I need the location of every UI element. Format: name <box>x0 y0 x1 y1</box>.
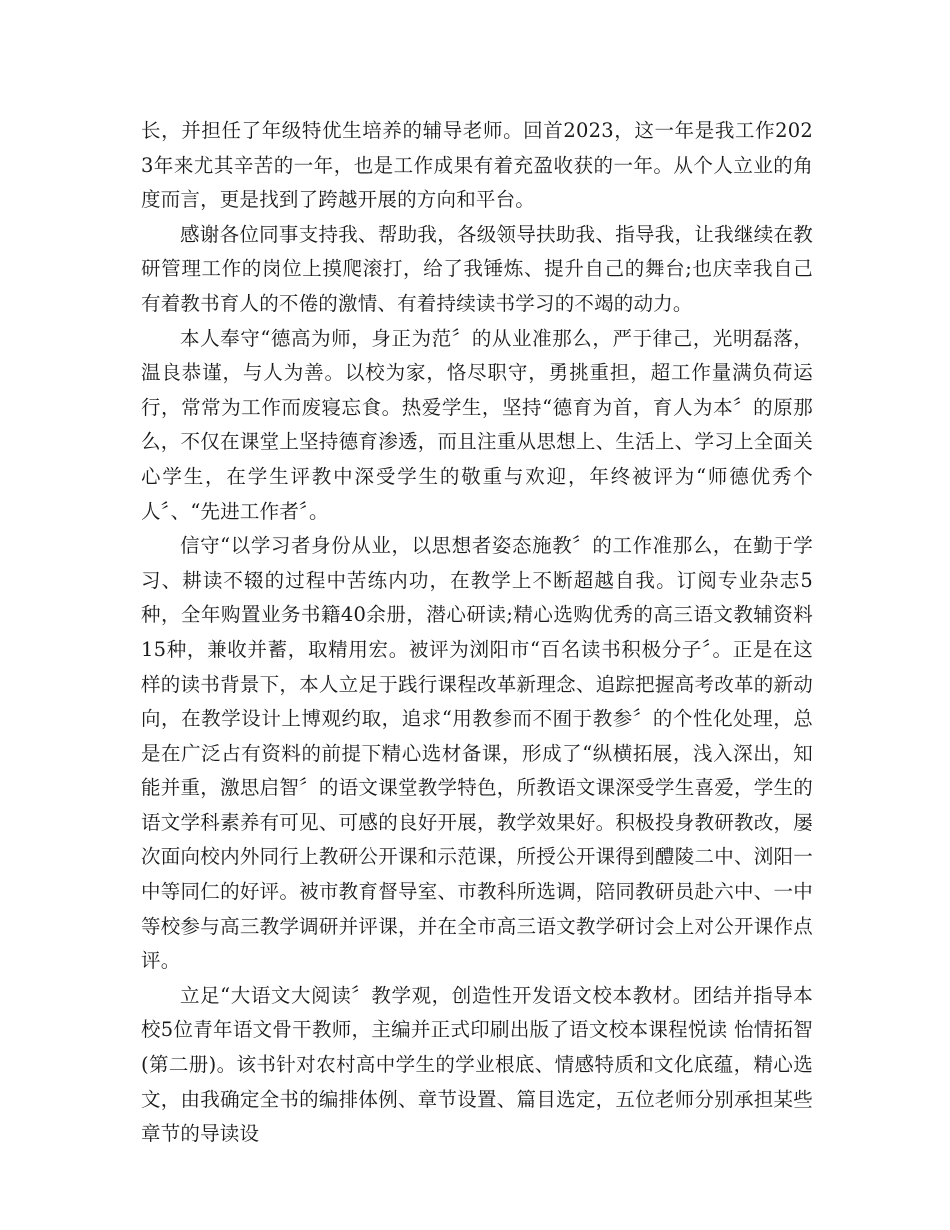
document-body <box>141 114 813 1152</box>
paragraph-continuation: 长，并担任了年级特优生培养的辅导老师。回首2023，这一年是我工作2023年来尤其辛苦的一年，也是工作成果有着充盈收获的一年。从个人立业的角度而言，更是找到了跨越开展的方向和平台。 <box>141 119 813 212</box>
paragraph-ethics: 本人奉守“德高为师，身正为范〞的从业准那么，严于律己，光明磊落，温良恭谨，与人为善。以校为家，恪尽职守，勇挑重担，超工作量满负荷运行，常常为工作而废寝忘食。热爱学生，坚持“德育为首，育人为本〞的原那么，不仅在课堂上坚持德育渗透，而且注重从思想上、生活上、学习上全面关心学生，在学生评教中深受学生的敬重与欢迎，年终被评为“师德优秀个人〞、“先进工作者〞。 <box>141 326 813 523</box>
paragraph-gratitude: 感谢各位同事支持我、帮助我，各级领导扶助我、指导我，让我继续在教研管理工作的岗位上摸爬滚打，给了我锤炼、提升自己的舞台;也庆幸我自己有着教书育人的不倦的激情、有着持续读书学习的不竭的动力。 <box>141 222 813 315</box>
paragraph-learning: 信守“以学习者身份从业，以思想者姿态施教〞的工作准那么，在勤于学习、耕读不辍的过程中苦练内功，在教学上不断超越自我。订阅专业杂志5种，全年购置业务书籍40余册，潜心研读;精心选购优秀的高三语文教辅资料15种，兼收并蓄，取精用宏。被评为浏阳市“百名读书积极分子〞。正是在这样的读书背景下，本人立足于践行课程改革新理念、追踪把握高考改革的新动向，在教学设计上博观约取，追求“用教参而不囿于教参〞的个性化处理，总是在广泛占有资料的前提下精心选材备课，形成了“纵横拓展，浅入深出，知能并重，激思启智〞的语文课堂教学特色，所教语文课深受学生喜爱，学生的语文学科素养有可见、可感的良好开展，教学效果好。积极投身教研教改，屡次面向校内外同行上教研公开课和示范课，所授公开课得到醴陵二中、浏阳一中等同仁的好评。被市教育督导室、市教科所选调，陪同教研员赴六中、一中等校参与高三教学调研并评课，并在全市高三语文教学研讨会上对公开课作点评。 <box>141 534 813 973</box>
paragraph-textbook: 立足“大语文大阅读〞教学观，创造性开发语文校本教材。团结并指导本校5位青年语文骨干教师，主编并正式印刷出版了语文校本课程悦读 怡情拓智(第二册)。该书针对农村高中学生的学业根底、情感特质和文化底蕴，精心选文，由我确定全书的编排体例、章节设置、篇目选定，五位老师分别承担某些章节的导读设 <box>141 983 813 1146</box>
